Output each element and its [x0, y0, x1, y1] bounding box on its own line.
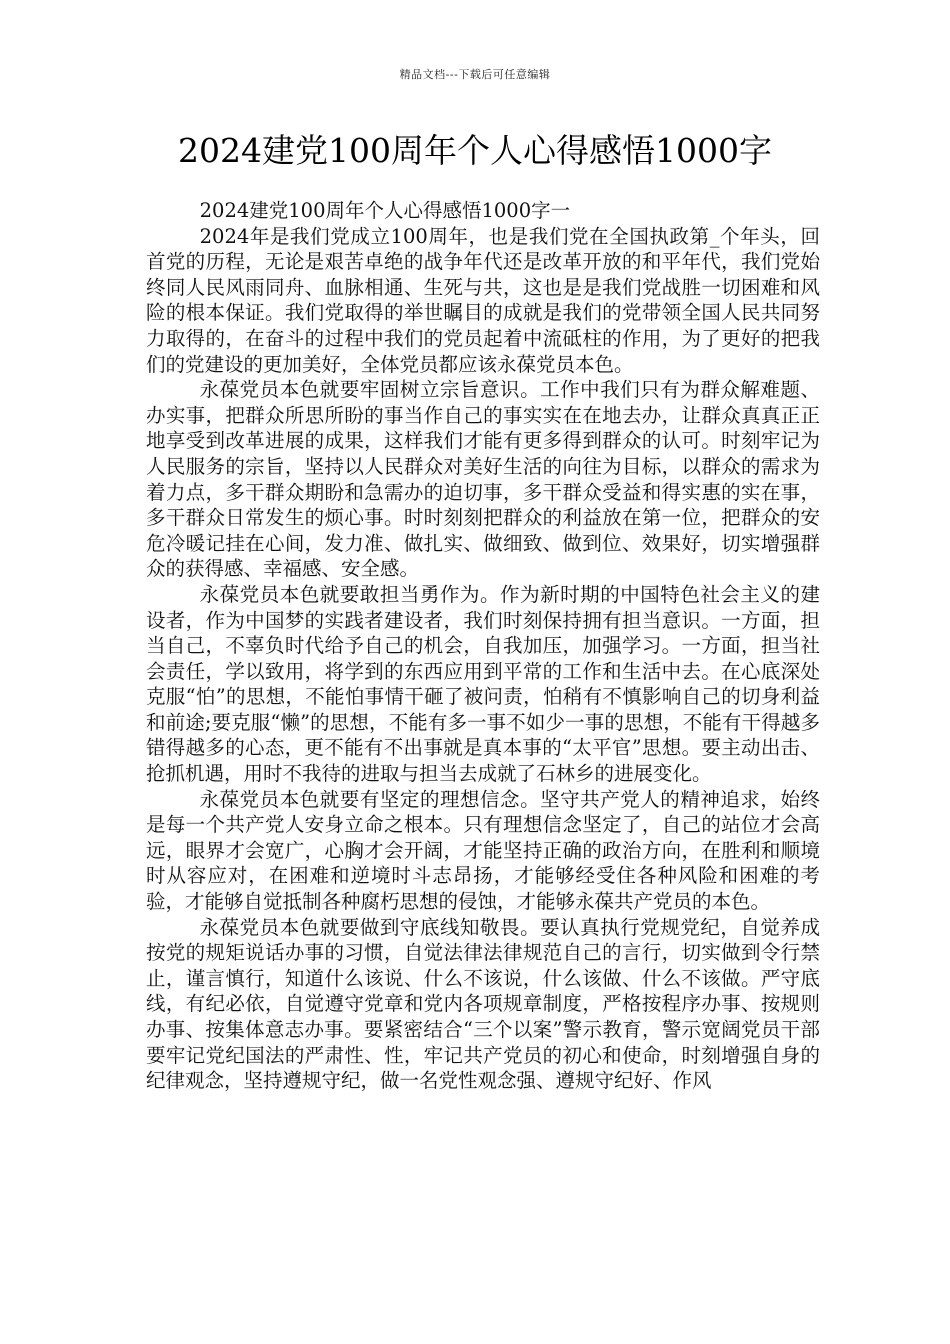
page-title: 2024建党100周年个人心得感悟1000字	[178, 131, 772, 170]
body-paragraph: 永葆党员本色就要敢担当勇作为。作为新时期的中国特色社会主义的建设者，作为中国梦的实践者建设者，我们时刻保持拥有担当意识。一方面，担当自己，不辜负时代给予自己的机会，自我加压，加强学习。一方面，担当社会责任，学以致用，将学到的东西应用到平常的工作和生活中去。在心底深处克服“怕”的思想，不能怕事情干砸了被问责，怕稍有不慎影响自己的切身利益和前途;要克服“懒”的思想，不能有多一事不如少一事的思想，不能有干得越多错得越多的心态，更不能有不出事就是真本事的“太平官”思想。要主动出击、抢抓机遇，用时不我待的进取与担当去成就了石林乡的进展变化。	[146, 582, 820, 786]
header-note: 精品文档---下载后可任意编辑	[399, 68, 551, 81]
body-paragraph: 永葆党员本色就要有坚定的理想信念。坚守共产党人的精神追求，始终是每一个共产党人安身立命之根本。只有理想信念坚定了，自己的站位才会高远，眼界才会宽广，心胸才会开阔，才能坚持正确的政治方向，在胜利和顺境时从容应对，在困难和逆境时斗志昂扬，才能够经受住各种风险和困难的考验，才能够自觉抵制各种腐朽思想的侵蚀，才能够永葆共产党员的本色。	[146, 787, 820, 914]
document-body	[146, 198, 820, 1094]
body-paragraph: 2024年是我们党成立100周年，也是我们党在全国执政第_个年头，回首党的历程，无论是艰苦卓绝的战争年代还是改革开放的和平年代，我们党始终同人民风雨同舟、血脉相通、生死与共，这也是是我们党战胜一切困难和风险的根本保证。我们党取得的举世瞩目的成就是我们的党带领全国人民共同努力取得的，在奋斗的过程中我们的党员起着中流砥柱的作用，为了更好的把我们的党建设的更加美好，全体党员都应该永葆党员本色。	[146, 224, 820, 376]
body-paragraph: 永葆党员本色就要做到守底线知敬畏。要认真执行党规党纪，自觉养成按党的规矩说话办事的习惯，自觉法律法律规范自己的言行，切实做到令行禁止，谨言慎行，知道什么该说、什么不该说，什么该做、什么不该做。严守底线，有纪必依，自觉遵守党章和党内各项规章制度，严格按程序办事、按规则办事、按集体意志办事。要紧密结合“三个以案”警示教育，警示宽阔党员干部要牢记党纪国法的严肃性、性，牢记共产党员的初心和使命，时刻增强自身的纪律观念，坚持遵规守纪，做一名党性观念强、遵规守纪好、作风	[146, 915, 820, 1093]
subtitle-paragraph: 2024建党100周年个人心得感悟1000字一	[199, 199, 571, 222]
body-paragraph: 永葆党员本色就要牢固树立宗旨意识。工作中我们只有为群众解难题、办实事，把群众所思所盼的事当作自己的事实实在在地去办，让群众真真正正地享受到改革进展的成果，这样我们才能有更多得到群众的认可。时刻牢记为人民服务的宗旨，坚持以人民群众对美好生活的向往为目标，以群众的需求为着力点，多干群众期盼和急需办的迫切事，多干群众受益和得实惠的实在事，多干群众日常发生的烦心事。时时刻刻把群众的利益放在第一位，把群众的安危冷暖记挂在心间，发力准、做扎实、做细致、做到位、效果好，切实增强群众的获得感、幸福感、安全感。	[146, 378, 820, 581]
